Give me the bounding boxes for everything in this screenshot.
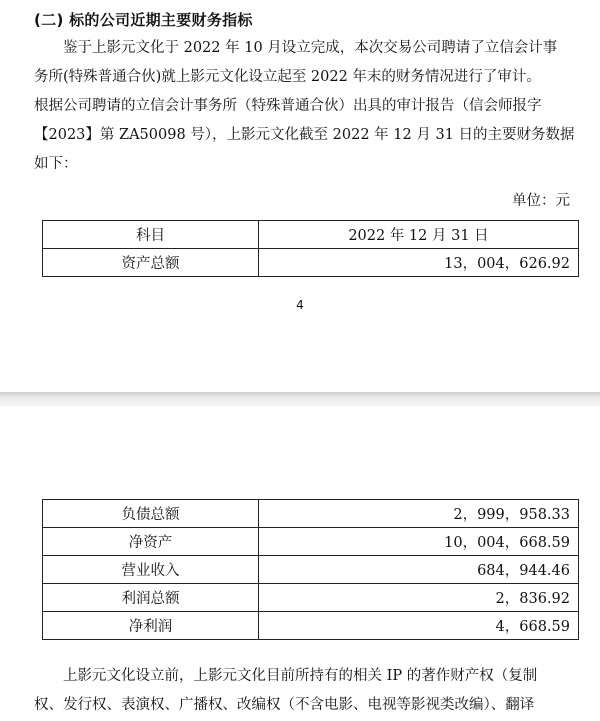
- paragraph-line: 务所(特殊普通合伙)就上影元文化设立起至 2022 年末的财务情况进行了审计。: [34, 69, 541, 85]
- row-subject: 净资产: [43, 528, 259, 556]
- row-subject: 资产总额: [43, 249, 259, 277]
- section-heading: (二) 标的公司近期主要财务指标: [34, 11, 253, 29]
- row-value: 684，944.46: [259, 556, 579, 584]
- row-subject: 负债总额: [43, 500, 259, 528]
- paragraph-line: 上影元文化设立前，上影元文化目前所持有的相关 IP 的著作财产权（复制: [63, 668, 538, 684]
- row-subject: 营业收入: [43, 556, 259, 584]
- paragraph-line: 根据公司聘请的立信会计事务所（特殊普通合伙）出具的审计报告（信会师报字: [34, 98, 542, 114]
- intro-paragraph: [34, 34, 580, 179]
- paragraph-line: 权、发行权、表演权、广播权、改编权（不含电影、电视等影视类改编）、翻译: [34, 697, 535, 713]
- row-value: 10，004，668.59: [259, 528, 579, 556]
- row-value: 4，668.59: [259, 612, 579, 640]
- page-number: 4: [296, 298, 304, 312]
- table-header-row: [43, 221, 579, 249]
- paragraph-line: 【2023】第 ZA50098 号），上影元文化截至 2022 年 12 月 31 日的主要财务数据: [34, 127, 575, 143]
- table-row: [43, 528, 579, 556]
- table-row: [43, 500, 579, 528]
- table-row: [43, 584, 579, 612]
- financial-table-top: [42, 220, 579, 277]
- row-value: 2，999，958.33: [259, 500, 579, 528]
- row-subject: 利润总额: [43, 584, 259, 612]
- page-break-gap: [0, 392, 600, 406]
- header-date: 2022 年 12 月 31 日: [259, 221, 579, 249]
- table-row: [43, 249, 579, 277]
- table-row: [43, 556, 579, 584]
- paragraph-line: 鉴于上影元文化于 2022 年 10 月设立完成，本次交易公司聘请了立信会计事: [63, 40, 558, 56]
- unit-label: 单位：元: [512, 193, 570, 209]
- table-row: [43, 612, 579, 640]
- followup-paragraph: [34, 662, 580, 720]
- financial-table-bottom: [42, 499, 579, 640]
- header-subject: 科目: [43, 221, 259, 249]
- document-page-lower: [0, 406, 600, 721]
- paragraph-line: 如下：: [34, 156, 78, 172]
- row-subject: 净利润: [43, 612, 259, 640]
- row-value: 2，836.92: [259, 584, 579, 612]
- row-value: 13，004，626.92: [259, 249, 579, 277]
